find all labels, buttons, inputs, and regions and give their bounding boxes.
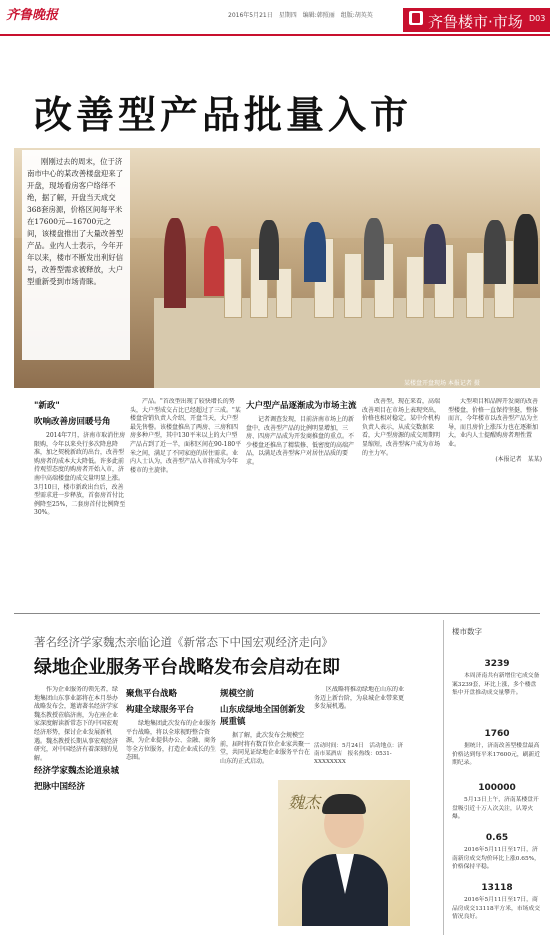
stat-item (452, 660, 542, 698)
body-column-5 (448, 398, 542, 608)
body-column-3 (246, 398, 358, 608)
main-headline: 改善型产品批量入市 (34, 93, 413, 137)
body-text: 2014年7月，济南市取消住房限购，今年以来央行多次降息降准，加之契税新政的出台，改善型购房者的成本大大降低。许多此前持观望态度的购房者开始入市，济南中高端楼盘的成交量明显上涨。3月10日，楼市新政出台后，改善型需求进一步释放，首套房首付比例降至25%，二套房首付比例降至30%。 (34, 432, 126, 517)
stat-text: 2016年5月11日至17日，济南新房成交均价环比上涨0.65%，价格保持平稳。 (452, 847, 540, 871)
signature: 魏杰 (288, 793, 321, 812)
byline: (本报记者 某某) (495, 455, 542, 463)
body-text: 改善型，现在来看，高端改善项目在市场上表现突出，价格也相对稳定。某中介机构负责人表示，从成交数据来看，大户型房源的成交周期明显缩短，改善型客户成为市场的主力军。 (362, 398, 441, 457)
subhead: 大户型产品逐渐成为市场主流 (246, 401, 357, 411)
body-text: 大型项目和品牌开发商的改善型楼盘，价格一直保持坚挺，整体而言，今年楼市以改善型产品为主导，而且房价上涨压力也在逐渐加大，业内人士提醒购房者理性置业。 (448, 398, 539, 448)
building-icon (409, 11, 423, 25)
masthead (0, 0, 550, 38)
section-title: 齐鲁楼市·市场 (428, 13, 523, 31)
body-text: 区战略将推动绿地在山东的业务迈上新台阶，为泉城企业带来更多发展机遇。 (314, 686, 404, 711)
body-text: 据了解，此次发布会规模空前，届时将有数百位企业家共聚一堂，共同见证绿地企业服务平台在山东的正式启动。 (220, 732, 310, 765)
body-text: 记者调查发现，目前济南市场上的新盘中，改善型产品的比例明显增加，三房、四房产品成为开发商推盘的重点。不少楼盘还推出了精装修、低密度的高端产品，以满足改善型客户对居住品质的要求。 (246, 416, 355, 466)
article2-kicker: 著名经济学家魏杰亲临论道《新常态下中国宏观经济走向》 (34, 635, 333, 649)
sidebar-title: 楼市数字 (452, 627, 482, 636)
subhead: "新政" (34, 401, 60, 411)
subhead: 经济学家魏杰论道泉城 (34, 766, 120, 777)
page-number: D03 (529, 14, 546, 23)
subhead: 构建全球服务平台 (126, 705, 195, 715)
subhead: 规模空前 (220, 689, 255, 699)
subhead: 山东成绿地全国创新发展重镇 (220, 705, 306, 727)
subhead: 把脉中国经济 (34, 782, 86, 793)
article2-headline: 绿地企业服务平台战略发布会启动在即 (34, 657, 340, 678)
stat-text: 据统计，济南改善型楼盘最高价格达到每平米17600元，刷新近期纪录。 (452, 743, 541, 767)
body-text: 作为企业服务的领先者，绿地集团山东事业部将在本月举办战略发布会，邀请著名经济学家魏杰教授莅临济南，为在座企业家深度解读新常态下的中国宏观经济形势，探讨企业发展新机遇。魏杰教授长期从事宏观经济研究，对中国经济有着深刻的见解。 (34, 686, 119, 762)
stat-number: 100000 (478, 783, 516, 793)
stat-item (452, 784, 542, 822)
lead-paragraph: 刚刚过去的周末，位于济南市中心的某改善楼盘迎来了开盘，现场看房客户络绎不绝，据了解，开盘当天成交368套房源，价格区间每平米在17600元—16700元之间，该楼盘推出了大量改善型产品。业内人士表示，今年开年以来，楼市不断发出利好信号，改善型需求被释放，大户型重新受到市场青睐。 (27, 157, 124, 286)
article2-column-1 (34, 686, 122, 936)
event-info: 活动时间：5月24日 活动地点：济南市某酒店 报名热线：0531-XXXXXXXX (314, 743, 403, 765)
stat-text: 2016年5月11日至17日，商品房成交13118平方米，市场成交情况良好。 (452, 897, 541, 921)
stat-text: 本周济南共有新增住宅成交备案3239套，环比上涨，多个楼盘集中开盘推动成交量攀升。 (452, 673, 540, 697)
body-text: 绿地集团此次发布的企业服务平台战略，将以全球视野整合资源，为企业提供办公、金融、商务等全方位服务，打造企业成长的生态圈。 (126, 720, 216, 762)
stat-item (452, 884, 542, 922)
header-divider (0, 34, 550, 36)
stat-number: 1760 (484, 729, 510, 739)
body-column-4 (362, 398, 444, 608)
stat-number: 0.65 (485, 833, 509, 843)
sidebar-divider (443, 620, 444, 935)
newspaper-logo: 齐鲁晚报 (6, 8, 59, 23)
portrait-photo (278, 780, 410, 926)
stat-item (452, 834, 542, 872)
body-column-2 (130, 398, 242, 608)
stat-number: 13118 (481, 883, 513, 893)
subhead: 聚焦平台战略 (126, 689, 178, 699)
body-text: 产品。"首改型出现了较快增长的势头，大户型成交占比已经超过了三成。"某楼盘营销负责人介绍，开盘当天，大户型最先售罄。该楼盘推出了两房、三房和四房多种户型，其中130平米以上的大户型产品占到了近一半，面积区间在90-180平米之间，满足了不同家庭的居住需求。业内人士认为，改善型产品入市将成为今年楼市的主旋律。 (130, 398, 242, 474)
lead-paragraph-box (22, 150, 130, 360)
stat-text: 5月13日上午，济南某楼盘开盘吸引近十万人次关注，认筹火爆。 (452, 797, 539, 821)
stat-item (452, 730, 542, 768)
stat-number: 3239 (484, 659, 510, 669)
section-divider (14, 613, 540, 614)
body-column-1 (34, 398, 126, 608)
dateline: 2016年5月21日 星期四 编辑:韩照丽 组版:胡英英 (228, 12, 373, 19)
article2-column-2 (126, 686, 216, 936)
photo-caption: 某楼盘开盘现场 本报记者 摄 (404, 380, 480, 387)
subhead: 吹响改善房回暖号角 (34, 417, 111, 427)
